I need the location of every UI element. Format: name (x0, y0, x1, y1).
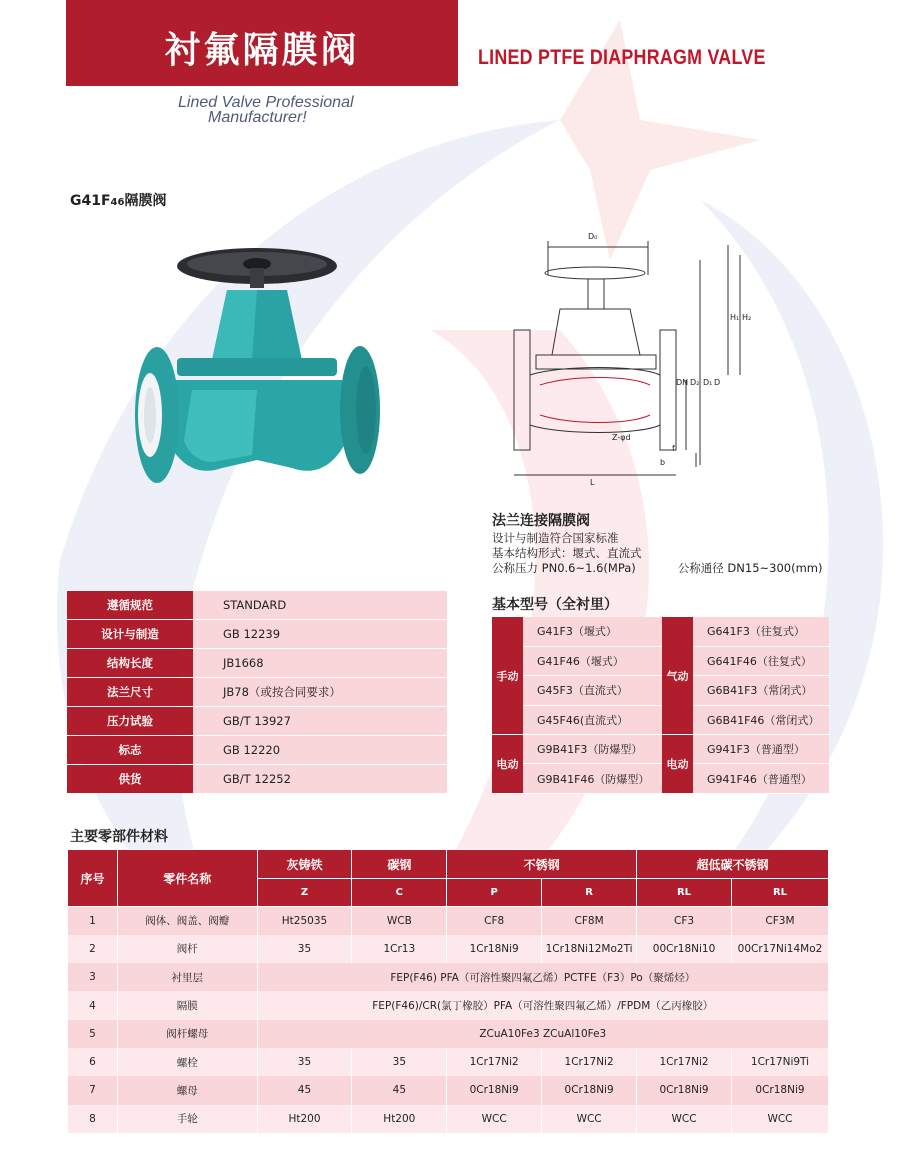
standards-table (67, 590, 447, 794)
group-electric: 电动 (492, 735, 523, 794)
description-line2: 基本结构形式：堰式、直流式 (492, 546, 642, 560)
material-span-cell: FEP(F46)/CR(氯丁橡胶）PFA（可溶性聚四氟乙烯）/FPDM（乙丙橡胶） (257, 991, 828, 1019)
part-no: 7 (68, 1076, 118, 1104)
part-name: 隔膜 (117, 991, 257, 1019)
material-cell: 1Cr13 (352, 935, 447, 963)
model-cell: G9B41F46（防爆型） (523, 764, 662, 793)
part-name: 阀杆 (117, 935, 257, 963)
part-no: 5 (68, 1020, 118, 1048)
part-no: 8 (68, 1105, 118, 1133)
material-cell: 0Cr18Ni9 (542, 1076, 637, 1104)
standard-key: 标志 (67, 736, 193, 764)
table-row (67, 591, 447, 619)
part-name: 螺母 (117, 1076, 257, 1104)
part-name: 螺栓 (117, 1048, 257, 1076)
standard-value: JB78（或按合同要求） (193, 678, 447, 706)
table-row (67, 620, 447, 648)
table-row (67, 649, 447, 677)
material-cell: WCC (731, 1105, 828, 1133)
table-row (67, 765, 447, 793)
table-row (68, 1048, 829, 1076)
standard-value: GB 12239 (193, 620, 447, 648)
material-cell: CF3 (637, 907, 732, 935)
material-cell: 35 (257, 935, 352, 963)
table-row (67, 707, 447, 735)
material-cell: 35 (257, 1048, 352, 1076)
material-cell: 1Cr18Ni12Mo2Ti (542, 935, 637, 963)
table-row (68, 1105, 829, 1133)
part-name: 衬里层 (117, 963, 257, 991)
material-cell: WCC (542, 1105, 637, 1133)
material-cell: WCB (352, 907, 447, 935)
col-code: R (542, 879, 637, 907)
label-d0: D₀ (588, 232, 598, 241)
group-electric-2: 电动 (662, 735, 693, 794)
part-no: 3 (68, 963, 118, 991)
label-l: L (590, 478, 595, 487)
material-cell: 1Cr17Ni9Ti (731, 1048, 828, 1076)
material-cell: 00Cr17Ni14Mo2 (731, 935, 828, 963)
material-cell: WCC (447, 1105, 542, 1133)
model-cell: G941F3（普通型） (693, 735, 829, 764)
model-cell: G45F46(直流式） (523, 705, 662, 734)
standard-value: STANDARD (193, 591, 447, 619)
table-row (68, 963, 829, 991)
page-title-en: LINED PTFE DIAPHRAGM VALVE (478, 46, 766, 69)
label-h1: H₁ (730, 313, 740, 322)
label-d2: D₂ (690, 378, 700, 387)
table-row (67, 678, 447, 706)
standard-key: 压力试验 (67, 707, 193, 735)
material-span-cell: FEP(F46) PFA（可溶性聚四氟乙烯）PCTFE（F3）Po（聚烯烃） (257, 963, 828, 991)
model-cell: G641F3（往复式） (693, 617, 829, 646)
standard-value: JB1668 (193, 649, 447, 677)
page-title-cn: 衬氟隔膜阀 (164, 30, 360, 71)
label-d: D (714, 378, 721, 387)
table-row (492, 676, 829, 705)
material-cell: Ht25035 (257, 907, 352, 935)
material-cell: Ht200 (352, 1105, 447, 1133)
material-cell: 45 (352, 1076, 447, 1104)
material-cell: CF8M (542, 907, 637, 935)
material-cell: 45 (257, 1076, 352, 1104)
tagline-line2: Manufacturer! (208, 109, 307, 126)
material-cell: CF3M (731, 907, 828, 935)
model-cell: G41F46（堰式） (523, 646, 662, 675)
material-cell: CF8 (447, 907, 542, 935)
part-no: 4 (68, 991, 118, 1019)
description-pressure: 公称压力 PN0.6~1.6(MPa) (492, 561, 636, 575)
material-cell: WCC (637, 1105, 732, 1133)
description-line1: 设计与制造符合国家标准 (492, 531, 619, 545)
col-code: RL (731, 879, 828, 907)
material-cell: 1Cr17Ni2 (637, 1048, 732, 1076)
material-cell: 00Cr18Ni10 (637, 935, 732, 963)
col-code: RL (637, 879, 732, 907)
col-code: Z (257, 879, 352, 907)
part-no: 2 (68, 935, 118, 963)
standard-key: 遵循规范 (67, 591, 193, 619)
model-cell: G641F46（往复式） (693, 646, 829, 675)
standard-value: GB 12220 (193, 736, 447, 764)
material-cell: 0Cr18Ni9 (447, 1076, 542, 1104)
table-row (492, 617, 829, 646)
table-row (492, 735, 829, 764)
model-cell: G45F3（直流式） (523, 676, 662, 705)
standard-key: 结构长度 (67, 649, 193, 677)
col-name: 零件名称 (117, 850, 257, 907)
material-cell: 0Cr18Ni9 (731, 1076, 828, 1104)
valve-dimension-drawing (500, 225, 770, 490)
valve-photo (132, 240, 382, 495)
basic-models-title: 基本型号（全衬里） (492, 597, 618, 613)
material-cell: 35 (352, 1048, 447, 1076)
table-row (68, 1076, 829, 1104)
product-description (492, 514, 823, 576)
tagline-line1: Lined Valve Professional (178, 94, 354, 111)
model-cell: G6B41F46（常闭式） (693, 705, 829, 734)
label-zd: Z-φd (612, 433, 631, 442)
col-group-low-carbon-stainless: 超低碳不锈钢 (637, 850, 829, 879)
table-row (68, 935, 829, 963)
model-cell: G941F46（普通型） (693, 764, 829, 793)
model-cell: G41F3（堰式） (523, 617, 662, 646)
standard-key: 设计与制造 (67, 620, 193, 648)
table-row (67, 736, 447, 764)
group-pneumatic: 气动 (662, 617, 693, 735)
material-cell: Ht200 (257, 1105, 352, 1133)
col-group-carbon-steel: 碳钢 (352, 850, 447, 879)
table-row (492, 764, 829, 793)
standard-key: 法兰尺寸 (67, 678, 193, 706)
col-no: 序号 (68, 850, 118, 907)
col-group-stainless: 不锈钢 (447, 850, 637, 879)
part-no: 1 (68, 907, 118, 935)
standard-value: GB/T 12252 (193, 765, 447, 793)
table-row (492, 705, 829, 734)
parts-materials-title: 主要零部件材料 (70, 829, 168, 845)
model-types-table (492, 617, 829, 794)
model-cell: G9B41F3（防爆型） (523, 735, 662, 764)
table-row (492, 646, 829, 675)
standard-value: GB/T 13927 (193, 707, 447, 735)
model-cell: G6B41F3（常闭式） (693, 676, 829, 705)
model-title: G41F46隔膜阀 (70, 193, 167, 209)
col-code: C (352, 879, 447, 907)
parts-materials-table (67, 849, 829, 1133)
description-diameter: 公称通径 DN15~300(mm) (677, 561, 823, 575)
label-h2: H₂ (742, 313, 752, 322)
label-f: f (672, 444, 675, 453)
material-span-cell: ZCuA10Fe3 ZCuAl10Fe3 (257, 1020, 828, 1048)
description-heading: 法兰连接隔膜阀 (492, 513, 590, 529)
standard-key: 供货 (67, 765, 193, 793)
table-row (68, 1020, 829, 1048)
part-name: 手轮 (117, 1105, 257, 1133)
group-manual: 手动 (492, 617, 523, 735)
label-b: b (660, 458, 666, 467)
col-group-gray-iron: 灰铸铁 (257, 850, 352, 879)
material-cell: 1Cr17Ni2 (542, 1048, 637, 1076)
col-code: P (447, 879, 542, 907)
part-no: 6 (68, 1048, 118, 1076)
label-dn: DN (676, 378, 689, 387)
part-name: 阀杆螺母 (117, 1020, 257, 1048)
table-row (68, 991, 829, 1019)
label-d1: D₁ (703, 378, 713, 387)
material-cell: 1Cr17Ni2 (447, 1048, 542, 1076)
table-row (68, 907, 829, 935)
material-cell: 1Cr18Ni9 (447, 935, 542, 963)
material-cell: 0Cr18Ni9 (637, 1076, 732, 1104)
part-name: 阀体、阀盖、阀瓣 (117, 907, 257, 935)
